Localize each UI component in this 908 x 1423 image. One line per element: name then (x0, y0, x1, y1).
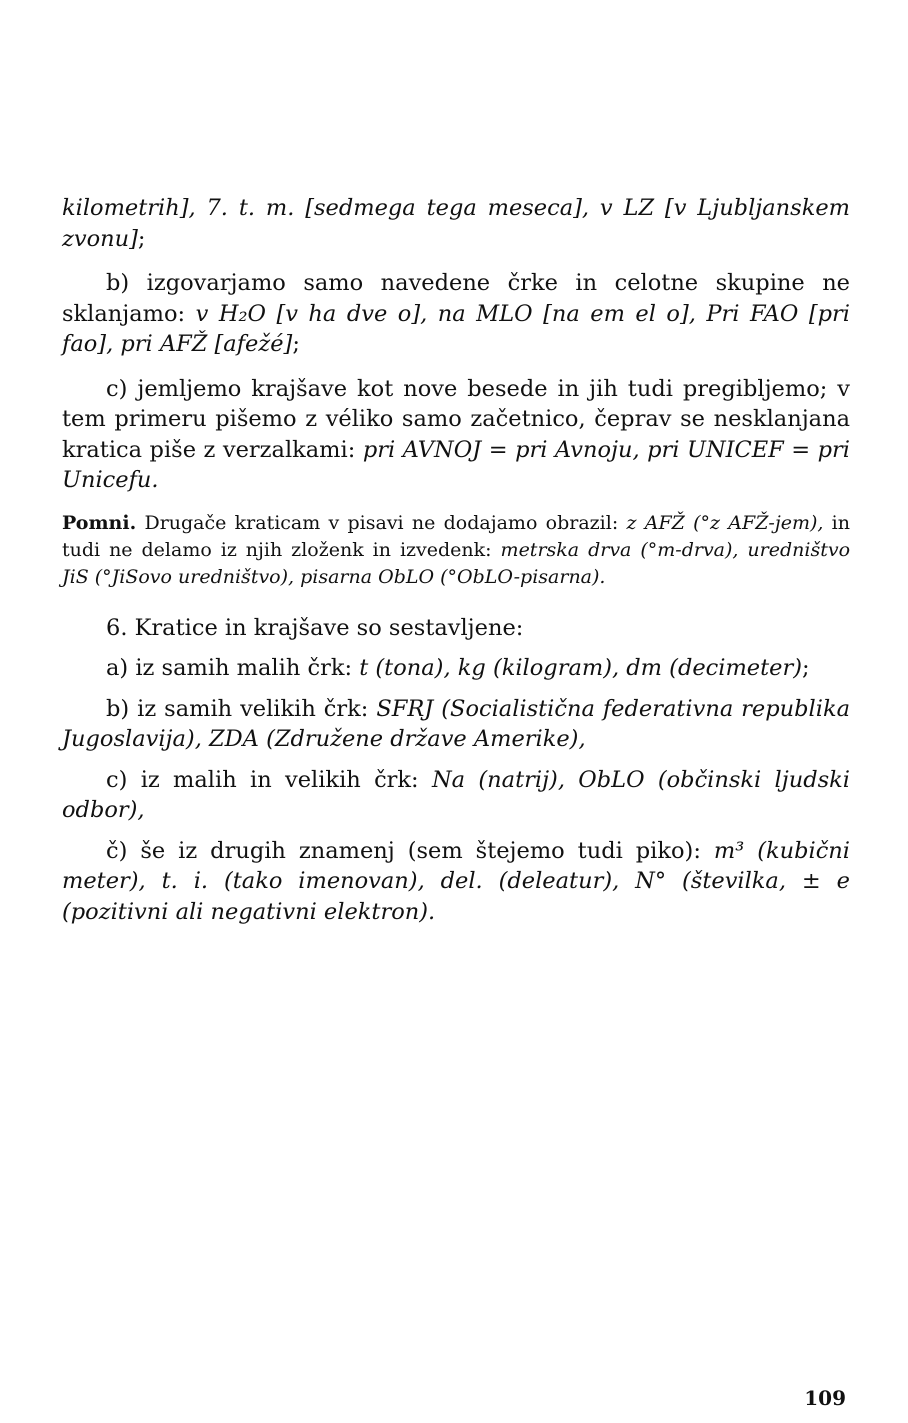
text-run: Pomni. (62, 511, 137, 534)
paragraph-p8 (62, 836, 850, 928)
text-run: pri AVNOJ = pri Avnoju, pri UNICEF = pri Unicefu. (62, 436, 851, 493)
text-run: Drugače kraticam v pisavi ne dodajamo obrazil: (136, 511, 627, 534)
text-run: kilometrih], 7. t. m. [sedmega tega meseca], v LZ [v Ljubljanskem zvonu] (62, 195, 850, 252)
paragraph-p3 (62, 510, 850, 591)
paragraph-p6 (62, 694, 850, 755)
text-run: metrska drva (°m-drva), uredništvo JiS (°JiSovo uredništvo), pisarna ObLO (°ObLO-pisarna). (62, 538, 851, 588)
page-number: 109 (804, 1386, 846, 1410)
text-run: 6. Kratice in krajšave so sestavljene: (106, 614, 524, 641)
text-run: ; (137, 225, 146, 252)
paragraph-p5 (62, 653, 850, 684)
text-run: in tudi ne delamo iz njih zloženk in izvedenk: (62, 511, 850, 561)
text-run: a) iz samih malih črk: (106, 655, 360, 681)
text-run: č) še iz drugih znamenj (sem štejemo tudi piko): (106, 837, 714, 864)
text-run: t (tona), kg (kilogram), dm (decimeter) (359, 655, 803, 681)
text-run: SFRJ (Socialistična federativna republika Jugoslavija), ZDA (Združene države Amerike), (62, 695, 850, 752)
text-run: Na (natrij), ObLO (občinski ljudski odbor), (62, 766, 850, 823)
text-run: b) iz samih velikih črk: (106, 695, 377, 722)
paragraph-p1 (62, 268, 850, 360)
text-run: m³ (kubični meter), t. i. (tako imenovan), del. (deleatur), N° (številka, ± e (pozitivni ali negativni elektron). (62, 837, 850, 925)
paragraph-p4 (62, 613, 850, 644)
paragraph-p0 (62, 193, 850, 254)
page-body (62, 193, 850, 927)
paragraph-p2 (62, 374, 850, 496)
text-run: c) jemljemo krajšave kot nove besede in jih tudi pregibljemo; v tem primeru pišemo z véliko samo začetnico, čeprav se nesklanjana kratica piše z verzalkami: (62, 375, 850, 463)
text-run: c) iz malih in velikih črk: (106, 766, 432, 793)
text-run: ; (802, 655, 810, 681)
text-run: v H₂O [v ha dve o], na MLO [na em el o], Pri FAO [pri fao], pri AFŽ [afežé] (62, 300, 850, 357)
text-run: b) izgovarjamo samo navedene črke in celotne skupine ne sklanjamo: (62, 270, 850, 327)
text-run: z AFŽ (°z AFŽ-jem), (626, 511, 824, 534)
paragraph-p7 (62, 765, 850, 826)
text-run: ; (292, 331, 300, 357)
